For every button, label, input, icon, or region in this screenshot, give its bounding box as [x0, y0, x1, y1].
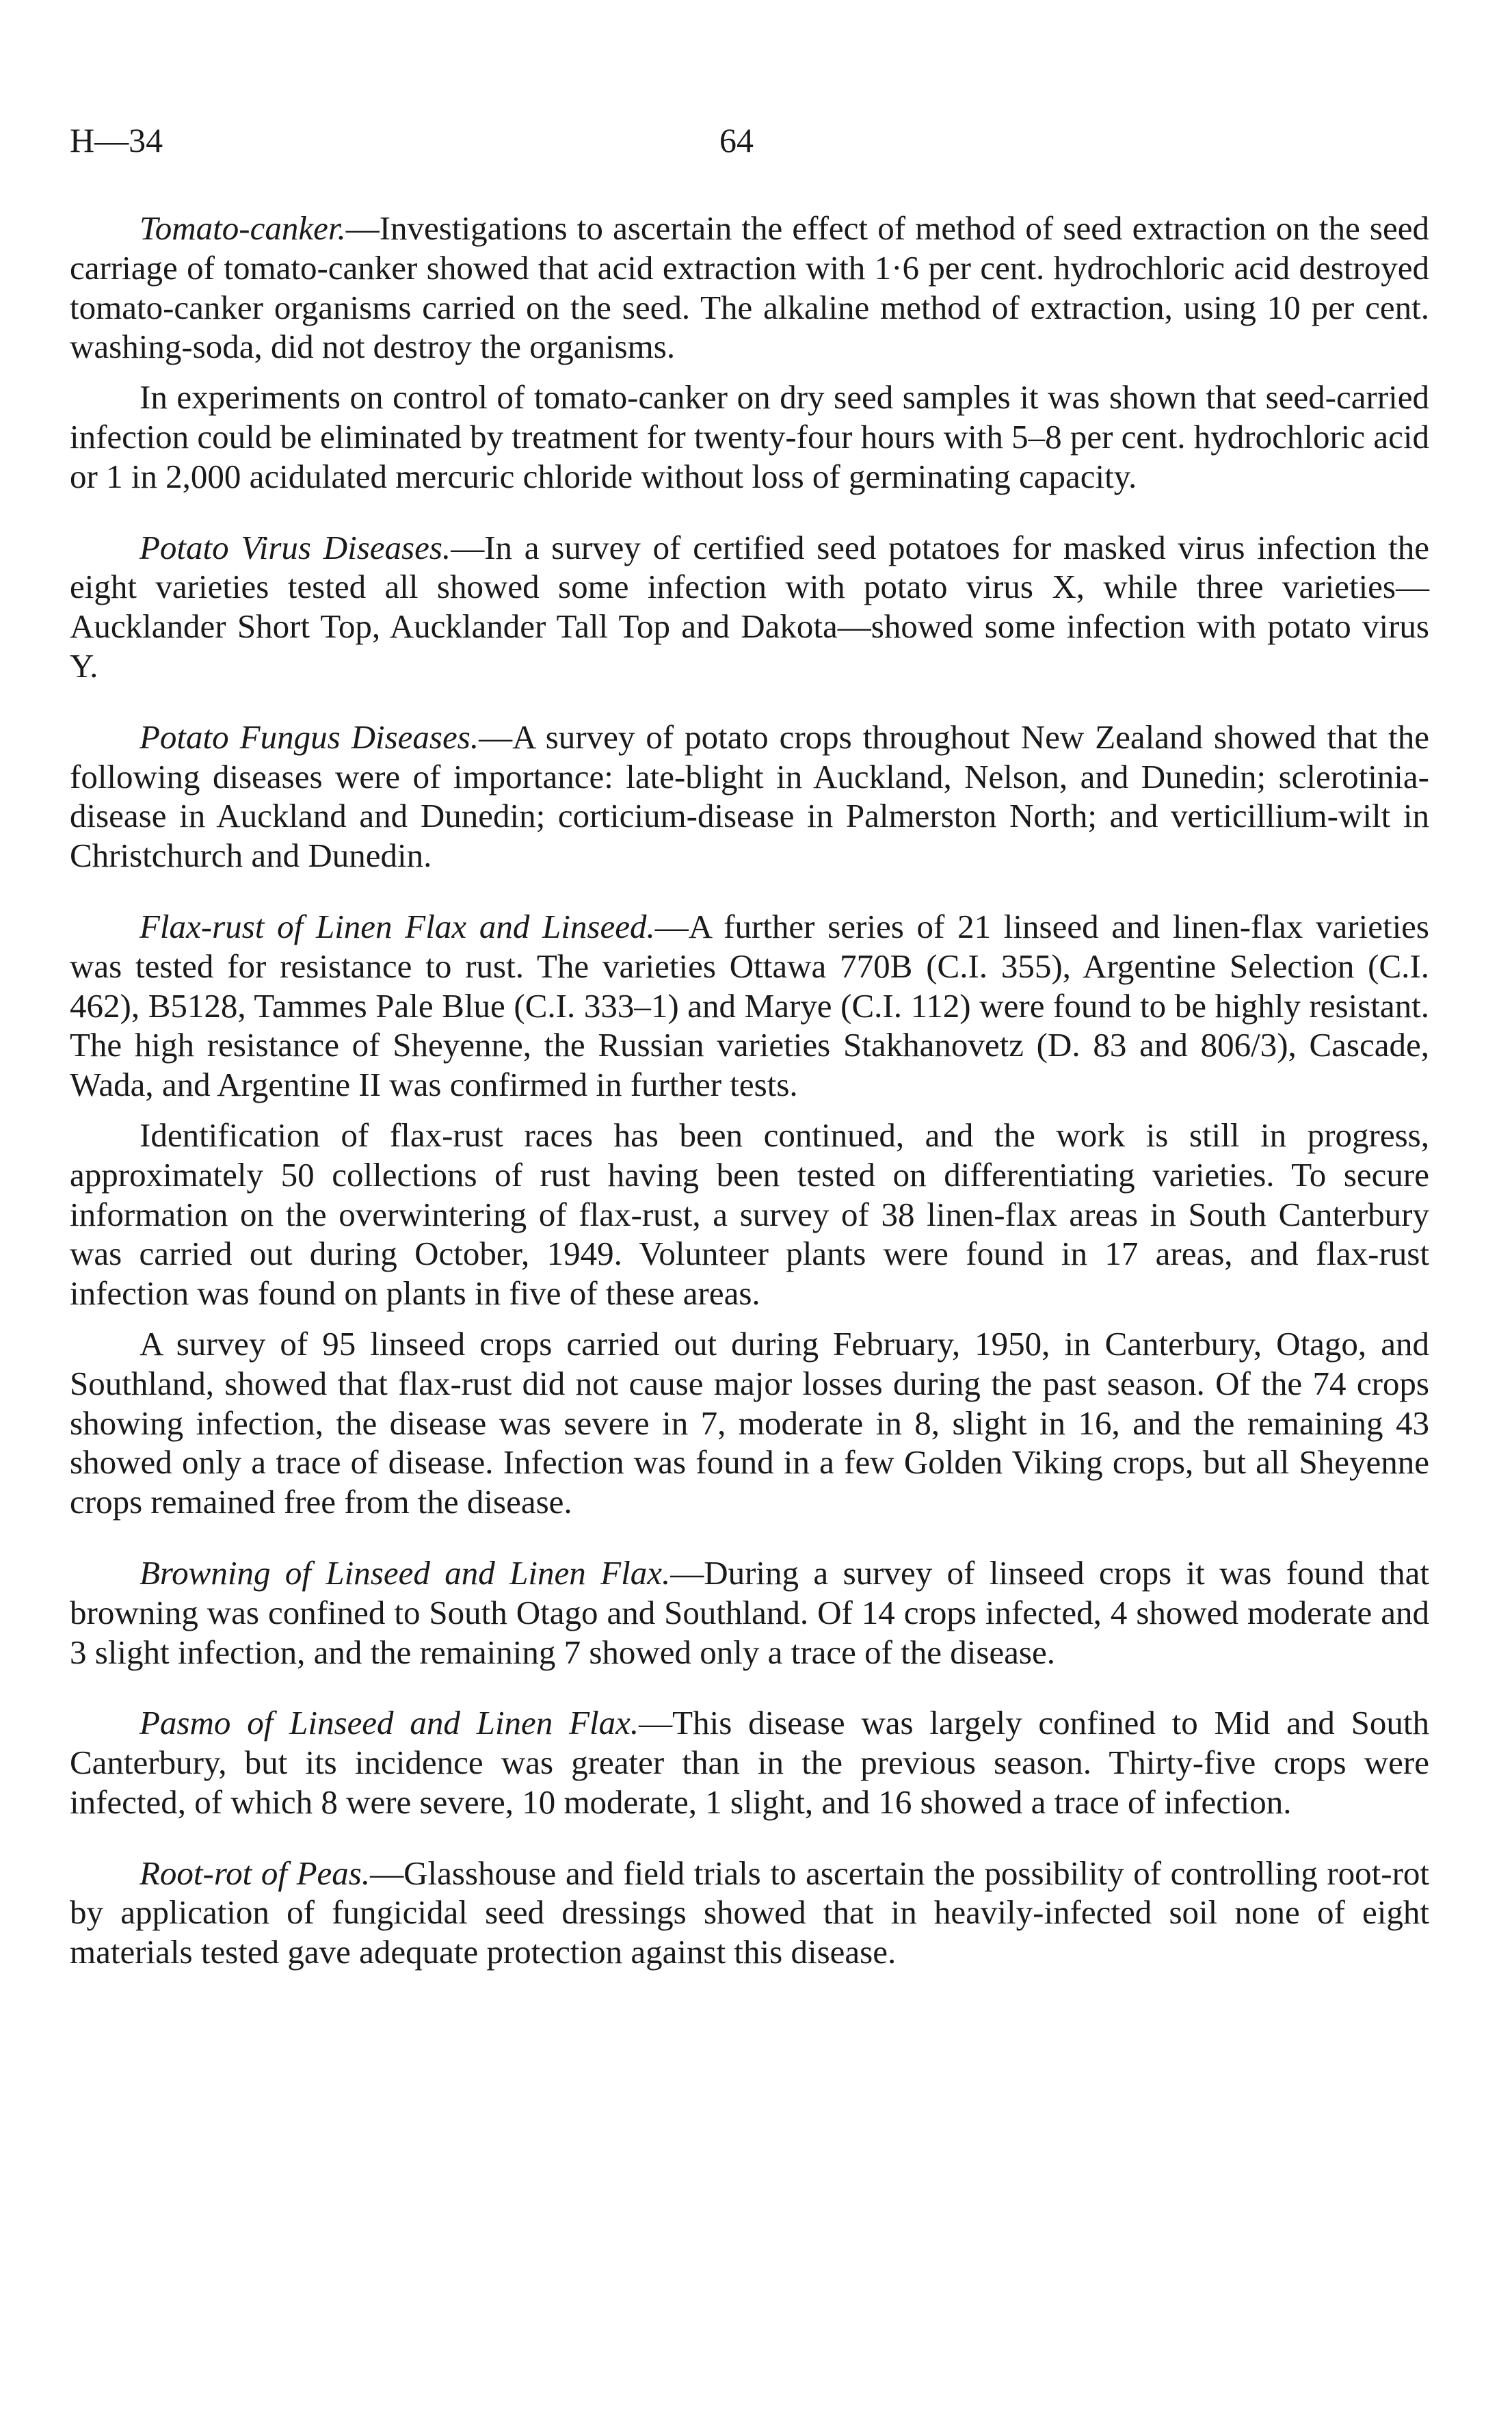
- document-page: [70, 123, 1429, 1972]
- paragraph-text: —During a survey of linseed crops it was found that browning was confined to South Otago and Southland. Of 14 crops infected, 4 showed moderate and 3 slight infection, and the remaining 7 showed only a trace of the disease.: [70, 1553, 1430, 1671]
- paragraph-text: —In a survey of certified seed potatoes for masked virus infection the eight varieties tested all showed some infection with potato virus X, while three varieties—Aucklander Short Top, Aucklander Tall Top and Dakota—showed some infection with potato virus Y.: [70, 528, 1429, 685]
- paragraph-text: —A survey of potato crops throughout New Zealand showed that the following diseases were of importance: late-blight in Auckland, Nelson, and Dunedin; sclerotinia-disease in Auckland and Dunedin; corticium-disease in Palmerston North; and verticillium-wilt in Christchurch and Dunedin.: [70, 718, 1429, 875]
- paragraph-text: —A further series of 21 linseed and linen-flax varieties was tested for resistance to rust. The varieties Ottawa 770B (C.I. 355), Argentine Selection (C.I. 462), B5128, Tammes Pale Blue (C.I. 333–1) and Marye (C.I. 112) were found to be highly resistant. The high resistance of Sheyenne, the Russian varieties Stakhanovetz (D. 83 and 806/3), Cascade, Wada, and Argentine II was confirmed in further tests.: [70, 907, 1429, 1104]
- paragraph-text: —Glasshouse and field trials to ascertain the possibility of controlling root-rot by application of fungicidal seed dressings showed that in heavily-infected soil none of eight materials tested gave adequate protection against this disease.: [70, 1854, 1430, 1971]
- section-heading-potato-virus-diseases: Potato Virus Diseases.: [140, 528, 451, 566]
- section-heading-browning: Browning of Linseed and Linen Flax.: [140, 1553, 671, 1592]
- paragraph-pasmo: [70, 1703, 1429, 1822]
- paragraph-browning: [70, 1553, 1429, 1672]
- section-heading-flax-rust: Flax-rust of Linen Flax and Linseed.: [140, 907, 655, 945]
- paragraph-potato-fungus-diseases: [70, 718, 1429, 876]
- paragraph-tomato-canker: [70, 209, 1429, 367]
- paragraph-tomato-canker-control: [70, 378, 1429, 496]
- document-code: H—34: [70, 121, 163, 159]
- section-heading-tomato-canker: Tomato-canker.: [140, 209, 346, 247]
- page-header: [70, 123, 1429, 178]
- paragraph-linseed-survey: [70, 1324, 1429, 1522]
- paragraph-text: Identification of flax-rust races has been continued, and the work is still in progress, approximately 50 collections of rust having been tested on differentiating varieties. To secure information on the overwintering of flax-rust, a survey of 38 linen-flax areas in South Canterbury was carried out during October, 1949. Volunteer plants were found in 17 areas, and flax-rust infection was found on plants in five of these areas.: [70, 1116, 1429, 1313]
- section-heading-pasmo: Pasmo of Linseed and Linen Flax.: [140, 1704, 639, 1742]
- paragraph-text: A survey of 95 linseed crops carried out during February, 1950, in Canterbury, Otago, and Southland, showed that flax-rust did not cause major losses during the past season. Of the 74 crops showing infection, the disease was severe in 7, moderate in 8, slight in 16, and the remaining 43 showed only a trace of disease. Infection was found in a few Golden Viking crops, but all Sheyenne crops remained free from the disease.: [70, 1324, 1429, 1521]
- section-heading-potato-fungus-diseases: Potato Fungus Diseases.: [140, 718, 479, 756]
- paragraph-text: —This disease was largely confined to Mid and South Canterbury, but its incidence was greater than in the previous season. Thirty-five crops were infected, of which 8 were severe, 10 moderate, 1 slight, and 16 showed a trace of infection.: [70, 1704, 1430, 1821]
- page-number: 64: [719, 121, 754, 159]
- paragraph-root-rot-of-peas: [70, 1854, 1429, 1972]
- section-heading-root-rot-of-peas: Root-rot of Peas.: [140, 1854, 371, 1892]
- paragraph-potato-virus-diseases: [70, 528, 1429, 686]
- paragraph-flax-rust-races: [70, 1116, 1429, 1313]
- paragraph-text: In experiments on control of tomato-canker on dry seed samples it was shown that seed-carried infection could be eliminated by treatment for twenty-four hours with 5–8 per cent. hydrochloric acid or 1 in 2,000 acidulated mercuric chloride without loss of germinating capacity.: [70, 378, 1429, 495]
- paragraph-flax-rust: [70, 907, 1429, 1105]
- paragraph-text: —Investigations to ascertain the effect of method of seed extraction on the seed carriage of tomato-canker showed that acid extraction with 1·6 per cent. hydrochloric acid destroyed tomato-canker organisms carried on the seed. The alkaline method of extraction, using 10 per cent. washing-soda, did not destroy the organisms.: [70, 209, 1429, 366]
